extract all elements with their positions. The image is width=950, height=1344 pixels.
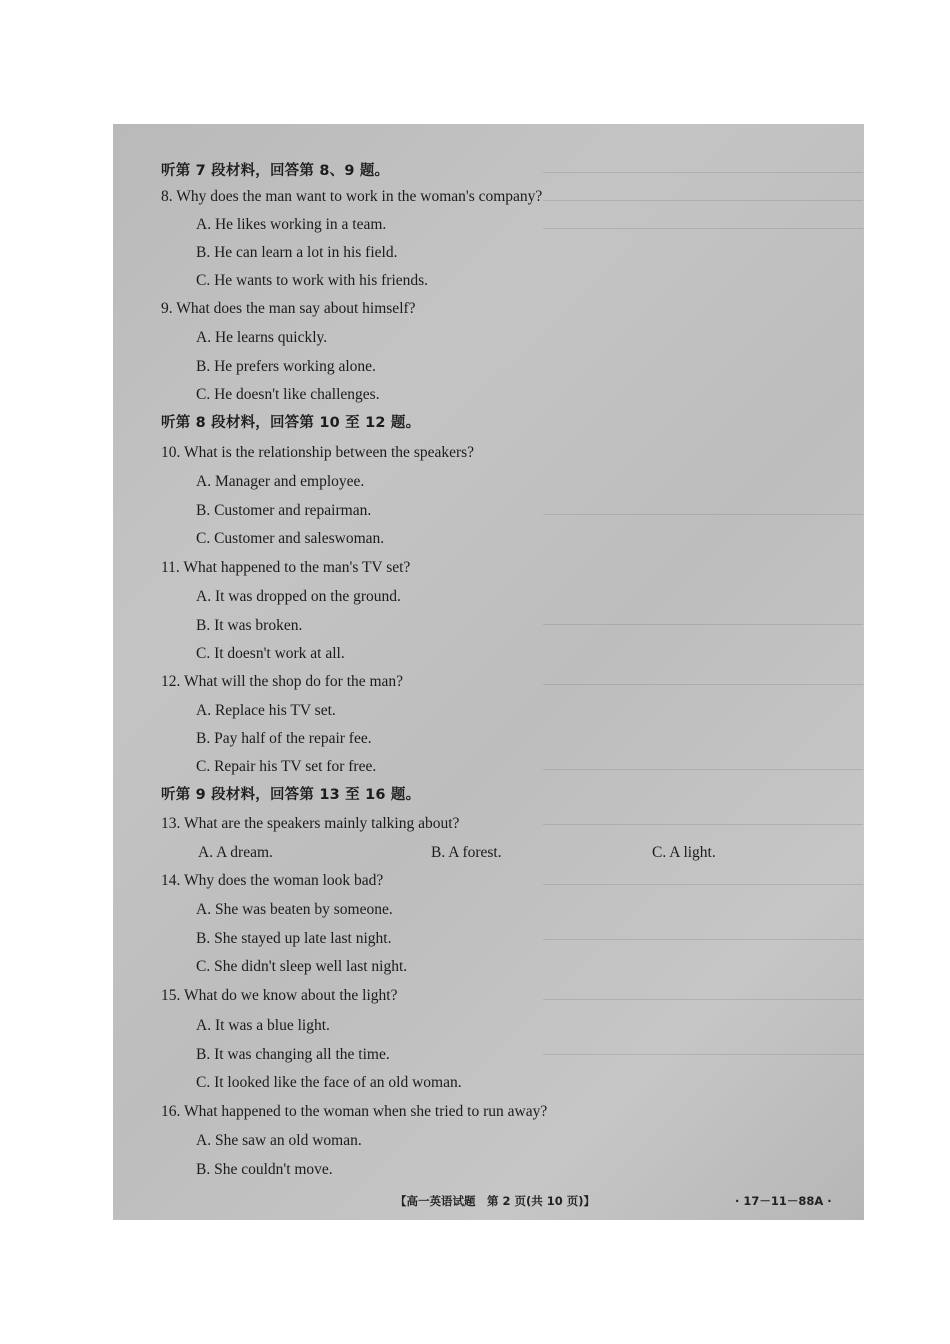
option-15b: B. It was changing all the time. bbox=[196, 1046, 390, 1063]
bleed-through-line bbox=[543, 1054, 863, 1055]
option-16b: B. She couldn't move. bbox=[196, 1161, 333, 1178]
option-10c: C. Customer and saleswoman. bbox=[196, 530, 385, 547]
bleed-through-line bbox=[543, 514, 863, 515]
option-15c: C. It looked like the face of an old woman. bbox=[196, 1074, 462, 1091]
bleed-through-line bbox=[543, 939, 863, 940]
section-heading-7: 听第 7 段材料，回答第 8、9 题。 bbox=[161, 163, 390, 179]
bleed-through-line bbox=[543, 228, 863, 229]
question-14: 14. Why does the woman look bad? bbox=[161, 872, 384, 889]
option-13c: C. A light. bbox=[652, 844, 716, 861]
option-10b: B. Customer and repairman. bbox=[196, 502, 372, 519]
option-14c: C. She didn't sleep well last night. bbox=[196, 958, 408, 975]
bleed-through-line bbox=[543, 999, 863, 1000]
option-13b: B. A forest. bbox=[431, 844, 502, 861]
question-9: 9. What does the man say about himself? bbox=[161, 300, 416, 317]
exam-page bbox=[113, 124, 864, 1220]
bleed-through-line bbox=[543, 624, 863, 625]
question-8: 8. Why does the man want to work in the woman's company? bbox=[161, 188, 543, 205]
bleed-through-line bbox=[543, 884, 863, 885]
section-heading-8: 听第 8 段材料，回答第 10 至 12 题。 bbox=[161, 415, 421, 431]
bleed-through-line bbox=[543, 200, 863, 201]
question-12: 12. What will the shop do for the man? bbox=[161, 673, 404, 690]
page-code: · 17－11－88A · bbox=[735, 1194, 832, 1208]
option-12b: B. Pay half of the repair fee. bbox=[196, 730, 372, 747]
option-10a: A. Manager and employee. bbox=[196, 473, 365, 490]
question-16: 16. What happened to the woman when she tried to run away? bbox=[161, 1103, 548, 1120]
option-8a: A. He likes working in a team. bbox=[196, 216, 387, 233]
option-14a: A. She was beaten by someone. bbox=[196, 901, 393, 918]
option-8c: C. He wants to work with his friends. bbox=[196, 272, 429, 289]
question-15: 15. What do we know about the light? bbox=[161, 987, 398, 1004]
option-16a: A. She saw an old woman. bbox=[196, 1132, 362, 1149]
option-13a: A. A dream. bbox=[198, 844, 273, 861]
bleed-through-line bbox=[543, 824, 863, 825]
option-12c: C. Repair his TV set for free. bbox=[196, 758, 377, 775]
bleed-through-line bbox=[543, 769, 863, 770]
option-9c: C. He doesn't like challenges. bbox=[196, 386, 380, 403]
question-13: 13. What are the speakers mainly talking about? bbox=[161, 815, 460, 832]
option-12a: A. Replace his TV set. bbox=[196, 702, 336, 719]
section-heading-9: 听第 9 段材料，回答第 13 至 16 题。 bbox=[161, 787, 421, 803]
option-14b: B. She stayed up late last night. bbox=[196, 930, 392, 947]
option-8b: B. He can learn a lot in his field. bbox=[196, 244, 398, 261]
question-11: 11. What happened to the man's TV set? bbox=[161, 559, 411, 576]
option-9a: A. He learns quickly. bbox=[196, 329, 328, 346]
question-10: 10. What is the relationship between the speakers? bbox=[161, 444, 475, 461]
option-11c: C. It doesn't work at all. bbox=[196, 645, 345, 662]
option-15a: A. It was a blue light. bbox=[196, 1017, 330, 1034]
bleed-through-line bbox=[543, 172, 863, 173]
bleed-through-line bbox=[543, 684, 863, 685]
page-footer: 【高一英语试题 第 2 页(共 10 页)】 bbox=[395, 1194, 596, 1208]
option-9b: B. He prefers working alone. bbox=[196, 358, 376, 375]
option-11a: A. It was dropped on the ground. bbox=[196, 588, 401, 605]
option-11b: B. It was broken. bbox=[196, 617, 303, 634]
